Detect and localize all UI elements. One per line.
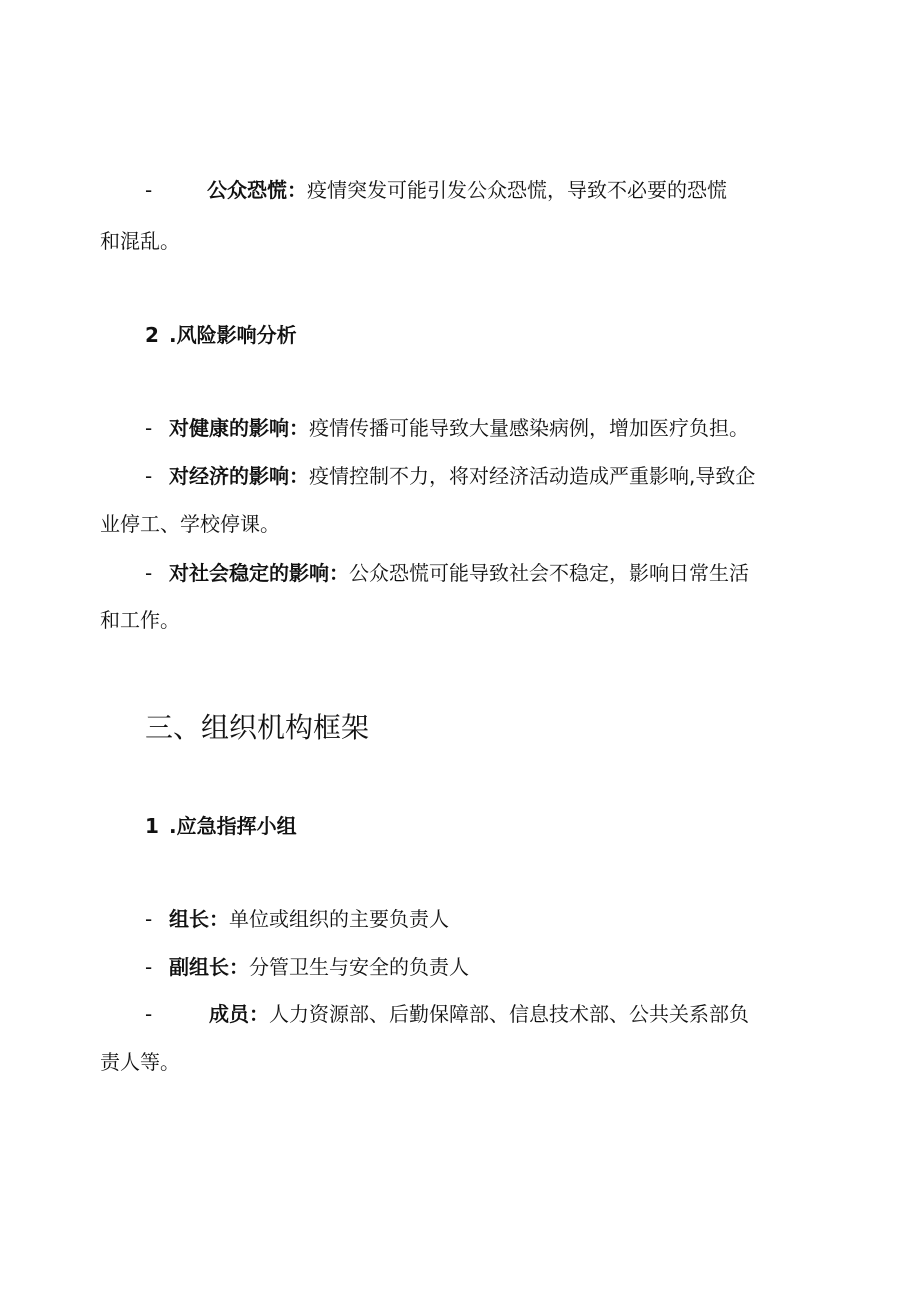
bullet-dash: - [145, 416, 153, 440]
risk-item-economy-continuation: 业停工、学校停课。 [100, 512, 280, 536]
bullet-dash: - [145, 907, 153, 931]
panic-text: 疫情突发可能引发公众恐慌，导致不必要的恐慌 [307, 178, 727, 202]
risk-item-health [145, 415, 855, 441]
command-item-members-continuation: 责人等。 [100, 1050, 180, 1074]
command-item-members [145, 1001, 855, 1027]
command-item-label: 副组长： [169, 955, 249, 979]
command-heading-number: 1 [145, 814, 159, 838]
bullet-dash: - [145, 1002, 153, 1026]
command-heading [145, 813, 297, 839]
risk-item-text: 疫情传播可能导致大量感染病例，增加医疗负担。 [309, 416, 749, 440]
command-item-text: 分管卫生与安全的负责人 [249, 955, 469, 979]
panic-label: 公众恐慌： [207, 178, 307, 202]
bullet-dash: - [145, 464, 153, 488]
risk-heading [145, 322, 297, 348]
risk-item-stability [145, 560, 855, 586]
risk-heading-number: 2 [145, 323, 159, 347]
panic-item [145, 177, 770, 203]
section-title: 三、组织机构框架 [145, 711, 370, 744]
risk-item-text: 公众恐慌可能导致社会不稳定，影响日常生活 [349, 561, 749, 585]
command-item-label: 成员： [209, 1002, 269, 1026]
command-item-text: 单位或组织的主要负责人 [229, 907, 449, 931]
risk-item-stability-continuation: 和工作。 [100, 608, 180, 632]
risk-item-label: 对经济的影响： [169, 464, 309, 488]
bullet-dash: - [145, 955, 153, 979]
panic-continuation: 和混乱。 [100, 229, 180, 253]
command-item-leader [145, 906, 855, 932]
bullet-dash: - [145, 561, 153, 585]
risk-item-text: 疫情控制不力，将对经济活动造成严重影响,导致企 [309, 464, 756, 488]
command-item-label: 组长： [169, 907, 229, 931]
risk-item-label: 对社会稳定的影响： [169, 561, 349, 585]
risk-heading-title: .风险影响分析 [169, 323, 297, 347]
bullet-dash: - [145, 178, 153, 202]
command-item-text: 人力资源部、后勤保障部、信息技术部、公共关系部负 [269, 1002, 749, 1026]
risk-item-economy [145, 463, 855, 489]
command-heading-title: .应急指挥小组 [169, 814, 297, 838]
risk-item-label: 对健康的影响： [169, 416, 309, 440]
command-item-deputy [145, 954, 855, 980]
